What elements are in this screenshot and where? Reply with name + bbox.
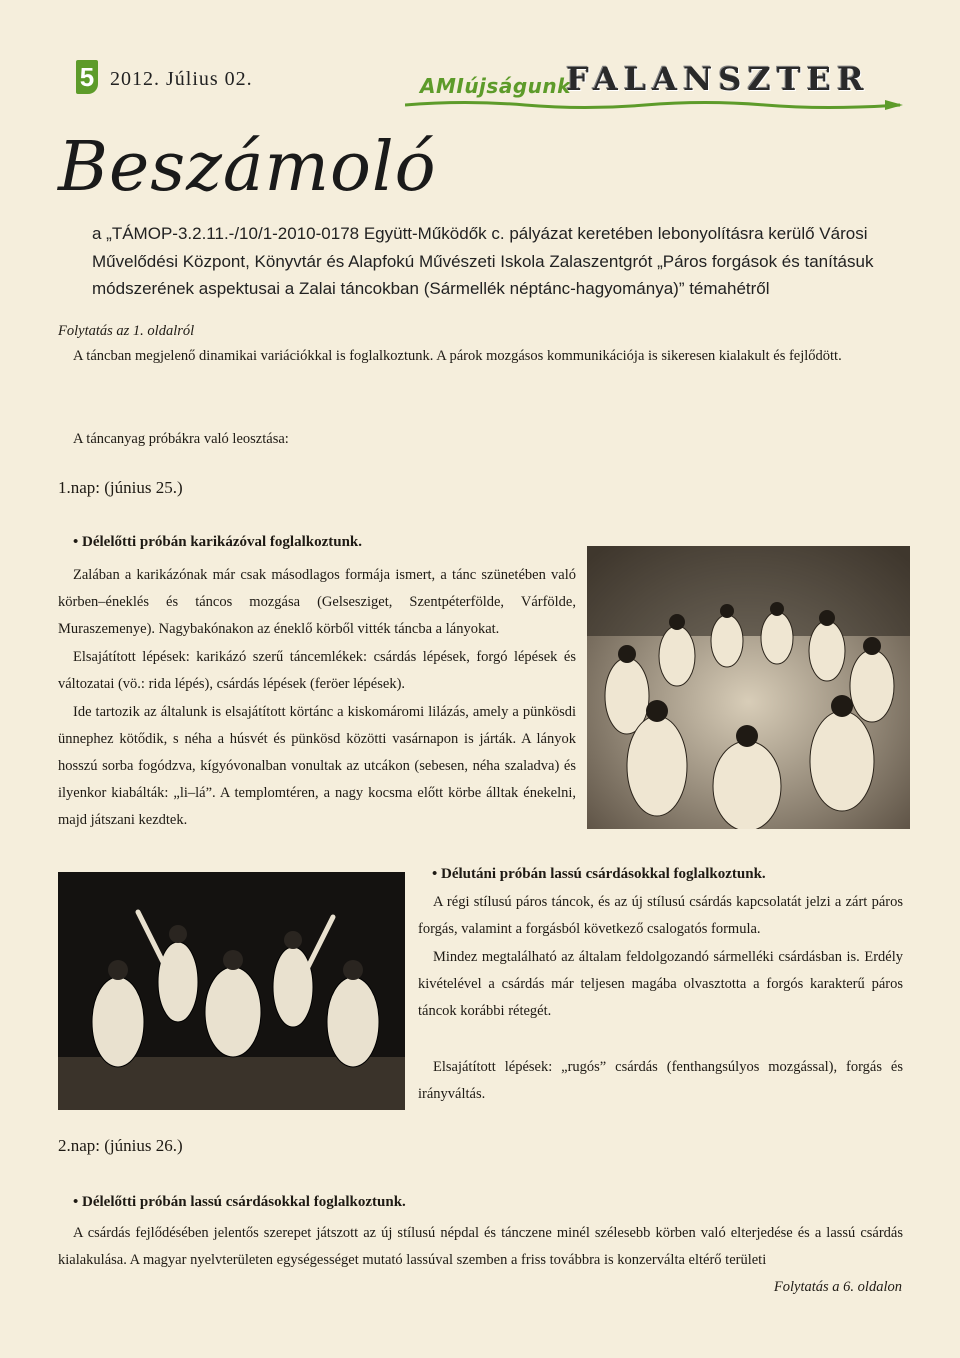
brand-script: AMIújságunk bbox=[420, 74, 571, 98]
circle-dance-photo bbox=[587, 546, 910, 829]
issue-date: 2012. Július 02. bbox=[110, 68, 253, 90]
vine-ornament bbox=[405, 98, 905, 112]
day2-heading: 2.nap: (június 26.) bbox=[58, 1136, 183, 1155]
brand-title: FALANSZTER bbox=[566, 60, 870, 98]
day1-afternoon-paragraph-2: Mindez megtalálható az általam feldolgozandó sármelléki csárdásban is. Erdély kivételével a csárdás már teljesen magába olvasztotta a forgós karakterű páros táncok korábbi rétegét. bbox=[418, 949, 903, 1019]
day1-afternoon-bullet: • Délutáni próbán lassú csárdásokkal foglalkoztunk. bbox=[432, 866, 766, 882]
day2-morning-bullet: • Délelőtti próbán lassú csárdásokkal foglalkoztunk. bbox=[73, 1194, 406, 1210]
intro-paragraph: A táncban megjelenő dinamikai variációkkal is foglalkoztunk. A párok mozgásos kommunikációja is sikeresen kialakult és fejlődött. bbox=[73, 348, 842, 364]
day1-morning-paragraph-3: Ide tartozik az általunk is elsajátított körtánc a kiskomáromi lilázás, amely a pünkösdi ünnephez kötődik, s néha a húsvét és pünkösd közötti vasárnapon is járták. A lányok hosszú sorba fogódzva, kígyóvonalban vonultak az utcákon (sebesen, néha szaladva) és ilyenkor kiabálták: „li–lá”. A templomtéren, a nagy kocsma előtt körbe álltak énekelni, majd játszani kezdtek. bbox=[58, 704, 576, 828]
page-number-badge: 5 bbox=[76, 60, 98, 94]
day1-morning-bullet: • Délelőtti próbán karikázóval foglalkoztunk. bbox=[73, 534, 363, 550]
day2-morning-paragraph-1: A csárdás fejlődésében jelentős szerepet játszott az új stílusú népdal és tánczene minél szélesebb körben való elterjedése és a lassú csárdás kialakulása. A magyar nyelvterületen egységességet mutató lassúval szemben a friss továbbra is konzerválta eltérő területi bbox=[58, 1225, 903, 1268]
schedule-heading: A táncanyag próbákra való leosztása: bbox=[73, 431, 289, 447]
pair-dance-photo bbox=[58, 872, 405, 1110]
day1-afternoon-paragraph-3: Elsajátított lépések: „rugós” csárdás (fenthangsúlyos mozgással), forgás és irányváltás. bbox=[418, 1059, 903, 1102]
day1-afternoon-paragraph-1: A régi stílusú páros táncok, és az új stílusú csárdás kapcsolatát jelzi a zárt páros forgás, valamint a forgásból következő csalogatós formula. bbox=[418, 894, 903, 937]
day1-morning-paragraph-2: Elsajátított lépések: karikázó szerű táncemlékek: csárdás lépések, forgó lépések és változatai (vö.: rida lépés), csárdás lépések (feröer lépések). bbox=[58, 649, 576, 692]
continued-to: Folytatás a 6. oldalon bbox=[773, 1279, 902, 1295]
article-subtitle: a „TÁMOP-3.2.11.-/10/1-2010-0178 Együtt-Működők c. pályázat keretében lebonyolításra kerülő Városi Művelődési Központ, Könyvtár és Alapfokú Művészeti Iskola Zalaszentgrót „Páros forgások és tanításuk módszerének aspektusai a Zalai táncokban (Sármellék néptánc-hagyománya)” témahétről bbox=[92, 224, 874, 298]
day1-heading: 1.nap: (június 25.) bbox=[58, 478, 183, 497]
continued-from: Folytatás az 1. oldalról bbox=[58, 323, 195, 339]
page-title: Beszámoló bbox=[58, 128, 437, 207]
day1-morning-paragraph-1: Zalában a karikázónak már csak másodlagos formája ismert, a tánc szünetében való körben–éneklés és táncos mozgása (Gelsesziget, Szentpéterfölde, Várfölde, Muraszemenye). Nagybakónakon az éneklő körből vitték táncba a lányokat. bbox=[58, 567, 576, 637]
